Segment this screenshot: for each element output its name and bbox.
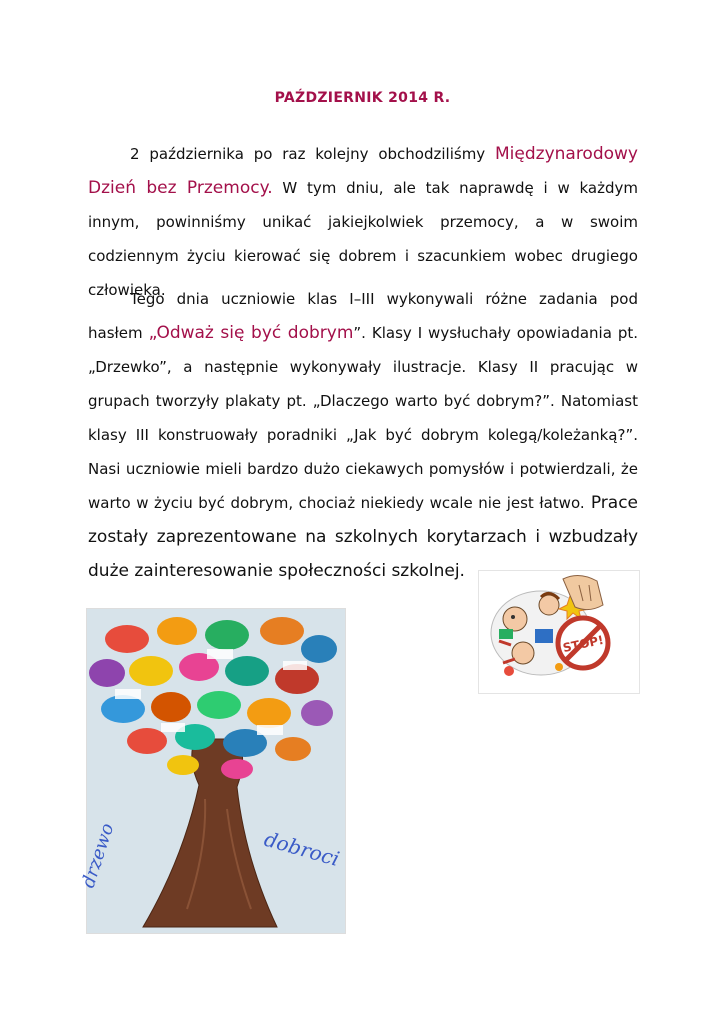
paragraph-2-highlight: „Odważ się być dobrym: [148, 323, 354, 343]
paragraph-2-text: Tego dnia uczniowie klas I–III wykonywali różne zadania pod hasłem: [88, 290, 638, 342]
stop-violence-illustration: [478, 570, 640, 694]
paragraph-1-text-cont: W tym dniu, ale tak naprawdę i w każdym innym, powinniśmy unikać jakiejkolwiek przemocy, a w swoim codziennym życiu kierować się dobrem i szacunkiem wobec drugiego człowieka.: [88, 179, 638, 299]
paragraph-1-highlight: Międzynarodowy Dzień bez Przemocy.: [88, 144, 638, 198]
page-title: PAŹDZIERNIK 2014 R.: [274, 90, 451, 106]
tree-word-drzewo: drzewo: [77, 820, 119, 891]
kindness-tree-artwork: [77, 608, 346, 934]
tree-word-dobroci: dobroci: [261, 826, 343, 871]
paragraph-2-text-end: Prace zostały zaprezentowane na szkolnych korytarzach i wzbudzały duże zainteresowanie społeczności szkolnej.: [88, 493, 638, 581]
paragraph-1-text: 2 października po raz kolejny obchodziliśmy: [130, 145, 495, 163]
stop-sign-text: STOP!: [561, 632, 605, 656]
paragraph-2: [88, 282, 638, 588]
paragraph-2-text-cont: ”. Klasy I wysłuchały opowiadania pt. „Drzewko”, a następnie wykonywały ilustracje. Klasy II pracując w grupach tworzyły plakaty pt. „Dlaczego warto być dobrym?”. Natomiast klasy III konstruowały poradniki „Jak być dobrym kolegą/koleżanką?”. Nasi uczniowie mieli bardzo dużo ciekawych pomysłów i potwierdzali, że warto w życiu być dobrym, chociaż niekiedy wcale nie jest łatwo.: [88, 324, 638, 512]
